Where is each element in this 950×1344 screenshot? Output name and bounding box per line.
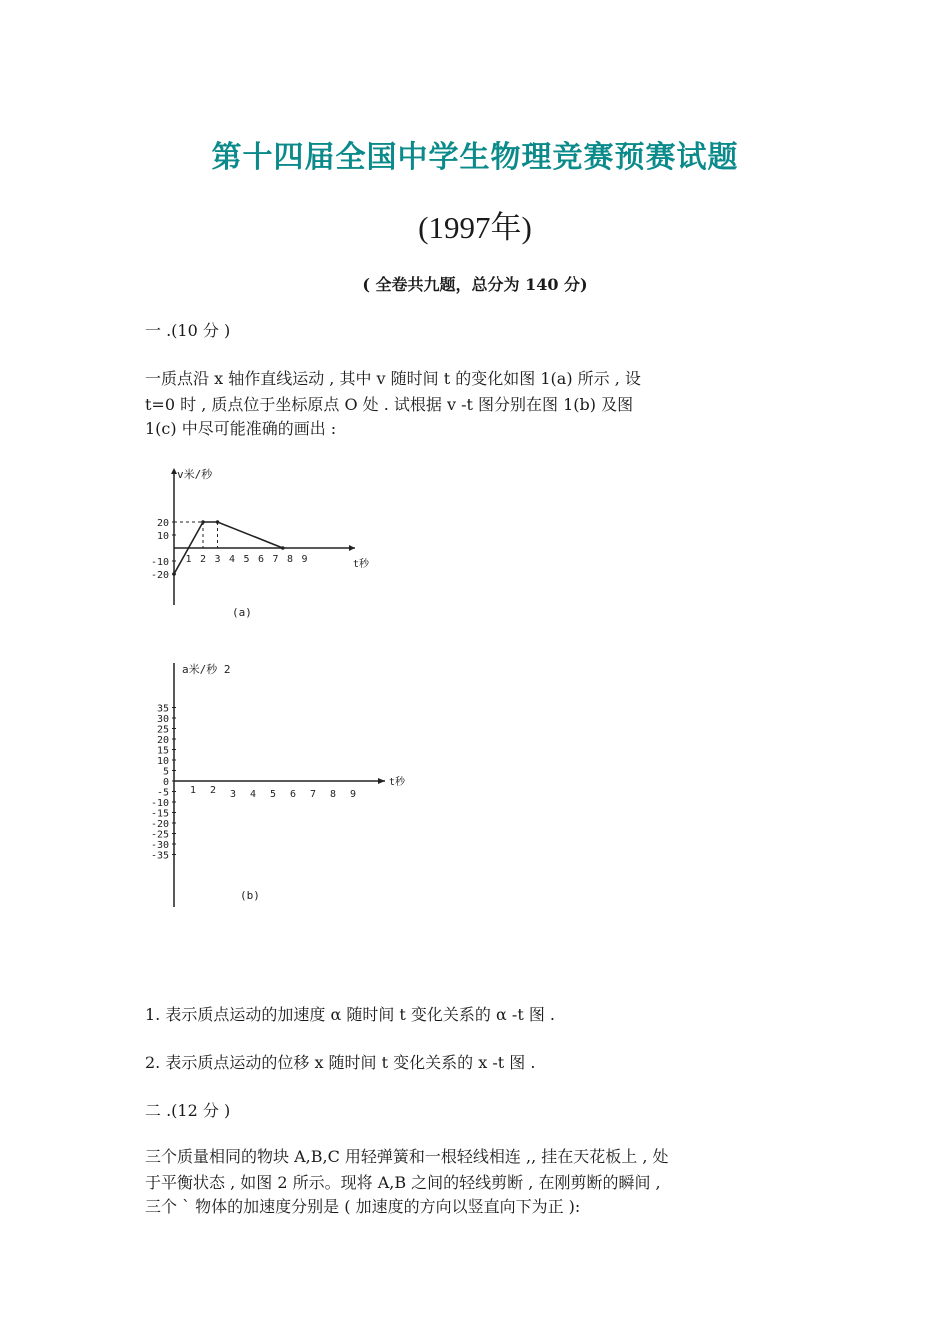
q2-line3: 三个 ` 物体的加速度分别是 ( 加速度的方向以竖直向下为正 ): xyxy=(145,1197,581,1216)
figure-caption: (b) xyxy=(240,889,260,902)
x-tick-label: 1 xyxy=(190,785,197,796)
document-year: (1997年) xyxy=(418,210,532,245)
y-tick-label: 0 xyxy=(162,777,169,788)
x-tick-label: 1 xyxy=(185,554,192,565)
x-tick-label: 4 xyxy=(229,554,236,565)
q1-line1: 一质点沿 x 轴作直线运动 , 其中 v 随时间 t 的变化如图 1(a) 所示 , 设 xyxy=(145,369,641,388)
x-tick-label: 6 xyxy=(290,789,297,800)
y-tick-label: -5 xyxy=(156,787,169,799)
y-tick-label: 35 xyxy=(156,703,169,715)
velocity-point xyxy=(281,546,285,550)
y-tick-label: 20 xyxy=(156,518,169,529)
y-tick-label: -35 xyxy=(150,850,169,862)
x-tick-label: 8 xyxy=(287,554,294,565)
x-tick-label: 5 xyxy=(270,789,277,800)
y-tick-label: 15 xyxy=(156,745,169,757)
y-tick-label: -10 xyxy=(150,798,169,809)
velocity-point xyxy=(216,520,220,524)
figure-1a-vt-graph xyxy=(140,460,400,630)
y-tick-label: -30 xyxy=(150,840,169,851)
y-tick-label: -15 xyxy=(150,808,169,820)
x-tick-label: 4 xyxy=(250,789,257,800)
x-axis-arrow xyxy=(349,545,355,551)
figure-1b-at-axes xyxy=(140,655,430,915)
x-axis-arrow xyxy=(378,778,385,784)
x-tick-label: 7 xyxy=(310,789,317,800)
y-tick-label: 30 xyxy=(156,714,169,725)
y-tick-label: 20 xyxy=(156,735,169,746)
y-axis-label: v米/秒 xyxy=(177,468,213,481)
x-axis-label: t秒 xyxy=(353,559,370,570)
y-tick-label: -10 xyxy=(150,557,169,568)
y-tick-label: -20 xyxy=(150,570,169,581)
total-score-note: ( 全卷共九题，总分为 140 分) xyxy=(362,275,588,294)
velocity-point xyxy=(201,520,205,524)
q1-item2: 2. 表示质点运动的位移 x 随时间 t 变化关系的 x -t 图 . xyxy=(145,1053,536,1072)
velocity-point xyxy=(172,572,176,576)
q1-item1: 1. 表示质点运动的加速度 α 随时间 t 变化关系的 α -t 图 . xyxy=(145,1005,556,1024)
y-tick-label: 10 xyxy=(156,756,169,767)
x-tick-label: 5 xyxy=(243,554,250,565)
y-tick-label: 5 xyxy=(162,766,169,778)
figure-caption: (a) xyxy=(232,606,252,619)
q1-header: 一 .(10 分 ) xyxy=(145,321,231,340)
q1-line3: 1(c) 中尽可能准确的画出 : xyxy=(145,419,337,438)
x-tick-label: 8 xyxy=(330,789,337,800)
document-title: 第十四届全国中学生物理竞赛预赛试题 xyxy=(211,140,739,175)
q2-line2: 于平衡状态 , 如图 2 所示。现将 A,B 之间的轻线剪断 , 在刚剪断的瞬间 , xyxy=(145,1173,661,1192)
q2-header: 二 .(12 分 ) xyxy=(145,1101,231,1120)
x-tick-label: 2 xyxy=(200,554,207,565)
q1-line2: t=0 时 , 质点位于坐标原点 O 处 . 试根据 v -t 图分别在图 1(b) 及图 xyxy=(145,395,634,414)
x-tick-label: 7 xyxy=(272,554,279,565)
y-axis-label: a米/秒 2 xyxy=(182,663,231,676)
x-axis-label: t秒 xyxy=(389,777,406,788)
y-tick-label: -20 xyxy=(150,819,169,830)
x-tick-label: 3 xyxy=(230,789,237,800)
x-tick-label: 9 xyxy=(350,789,357,800)
x-tick-label: 6 xyxy=(258,554,265,565)
y-tick-label: 25 xyxy=(156,724,169,736)
x-tick-label: 3 xyxy=(214,554,221,565)
x-tick-label: 2 xyxy=(210,785,217,796)
q2-line1: 三个质量相同的物块 A,B,C 用轻弹簧和一根轻线相连 ,, 挂在天花板上 , 处 xyxy=(145,1147,669,1166)
y-tick-label: 10 xyxy=(156,531,169,542)
y-tick-label: -25 xyxy=(150,829,169,841)
x-tick-label: 9 xyxy=(301,554,308,565)
